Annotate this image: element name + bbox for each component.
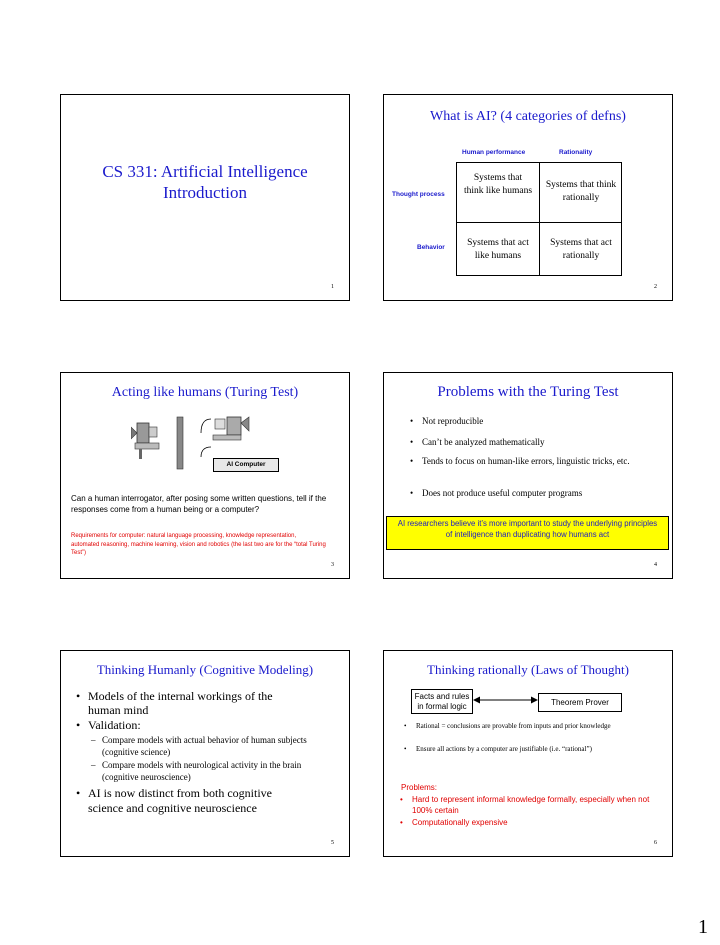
slide-number: 6	[654, 840, 657, 846]
slide-1-title-line1: CS 331: Artificial Intelligence	[102, 162, 308, 181]
col-header-rationality: Rationality	[559, 149, 593, 156]
bullet-item: • Does not produce useful computer programs	[422, 487, 652, 499]
facts-and-rules-box: Facts and rules in formal logic	[411, 689, 473, 714]
slide-6	[383, 650, 673, 857]
slide-2	[383, 94, 673, 301]
slide-number: 3	[331, 562, 334, 568]
slide-4-title: Problems with the Turing Test	[437, 384, 619, 400]
sub-bullet-item: Compare models with neurological activity in the brain (cognitive neuroscience)	[102, 760, 302, 782]
slide-6-title: Thinking rationally (Laws of Thought)	[427, 662, 629, 677]
categories-table	[456, 162, 622, 276]
bullet-item: • Tends to focus on human-like errors, linguistic tricks, etc.	[422, 454, 632, 469]
slide-1	[60, 94, 350, 301]
slide-5-title: Thinking Humanly (Cognitive Modeling)	[96, 662, 314, 677]
bullet-item: • Can’t be analyzed mathematically	[422, 436, 652, 448]
problems-label: Problems:	[401, 783, 438, 792]
bullet-item: • Rational = conclusions are provable from inputs and prior knowledge	[416, 721, 656, 731]
slide-4	[383, 372, 673, 579]
cell-think-like-humans: Systems that think like humans	[463, 173, 533, 196]
cell-act-rationally: Systems that act rationally	[550, 238, 612, 261]
turing-requirements: Requirements for computer: natural language processing, knowledge representation, automated reasoning, machine learning, vision and robotics (the last two are for the “total Turing Test”)	[71, 533, 326, 556]
slide-3	[60, 372, 350, 579]
problem-item: • Hard to represent informal knowledge formally, especially when not 100% certain	[412, 794, 652, 816]
slide-number: 1	[331, 284, 334, 290]
bullet-item: • Validation:	[88, 718, 308, 732]
double-arrow	[473, 695, 538, 705]
row-header-behavior: Behavior	[417, 244, 445, 251]
slide-2-title: What is AI? (4 categories of defns)	[430, 109, 626, 124]
table-divider-horizontal	[457, 222, 621, 223]
turing-question: Can a human interrogator, after posing some written questions, tell if the responses come from a human being or a computer?	[71, 494, 327, 514]
bullet-item: • Ensure all actions by a computer are justifiable (i.e. “rational”)	[416, 744, 636, 754]
slide-1-title-line2: Introduction	[162, 183, 248, 202]
slide-number: 2	[654, 284, 657, 290]
bullet-item: • Models of the internal workings of the human mind	[88, 689, 308, 717]
page-number: 1	[698, 916, 708, 938]
bullet-item: • Not reproducible	[422, 415, 652, 427]
row-header-thought-process: Thought process	[392, 191, 445, 198]
wall	[177, 417, 183, 469]
slide-5	[60, 650, 350, 857]
bullet-item: • AI is now distinct from both cognitive science and cognitive neuroscience	[88, 786, 303, 815]
slide-3-title: Acting like humans (Turing Test)	[111, 385, 299, 400]
cell-think-rationally: Systems that think rationally	[545, 180, 617, 203]
theorem-prover-box: Theorem Prover	[538, 693, 622, 712]
ai-computer-box: AI Computer	[213, 458, 279, 472]
col-header-human-performance: Human performance	[462, 149, 526, 156]
sub-bullet-dash: –	[91, 735, 96, 745]
sub-bullet-item: Compare models with actual behavior of human subjects (cognitive science)	[102, 735, 307, 757]
human-interrogator-icon	[131, 423, 159, 459]
table-divider-vertical	[539, 163, 540, 275]
slide-number: 5	[331, 840, 334, 846]
slide-number: 4	[654, 562, 657, 568]
problem-item: • Computationally expensive	[412, 817, 652, 828]
cell-act-like-humans: Systems that act like humans	[467, 238, 529, 261]
sub-bullet-dash: –	[91, 760, 96, 770]
slide-1-title	[61, 161, 349, 203]
hidden-human-icon	[213, 417, 249, 440]
callout-box: AI researchers believe it’s more important to study the underlying principles of intelligence than duplicating how humans act	[386, 516, 669, 550]
